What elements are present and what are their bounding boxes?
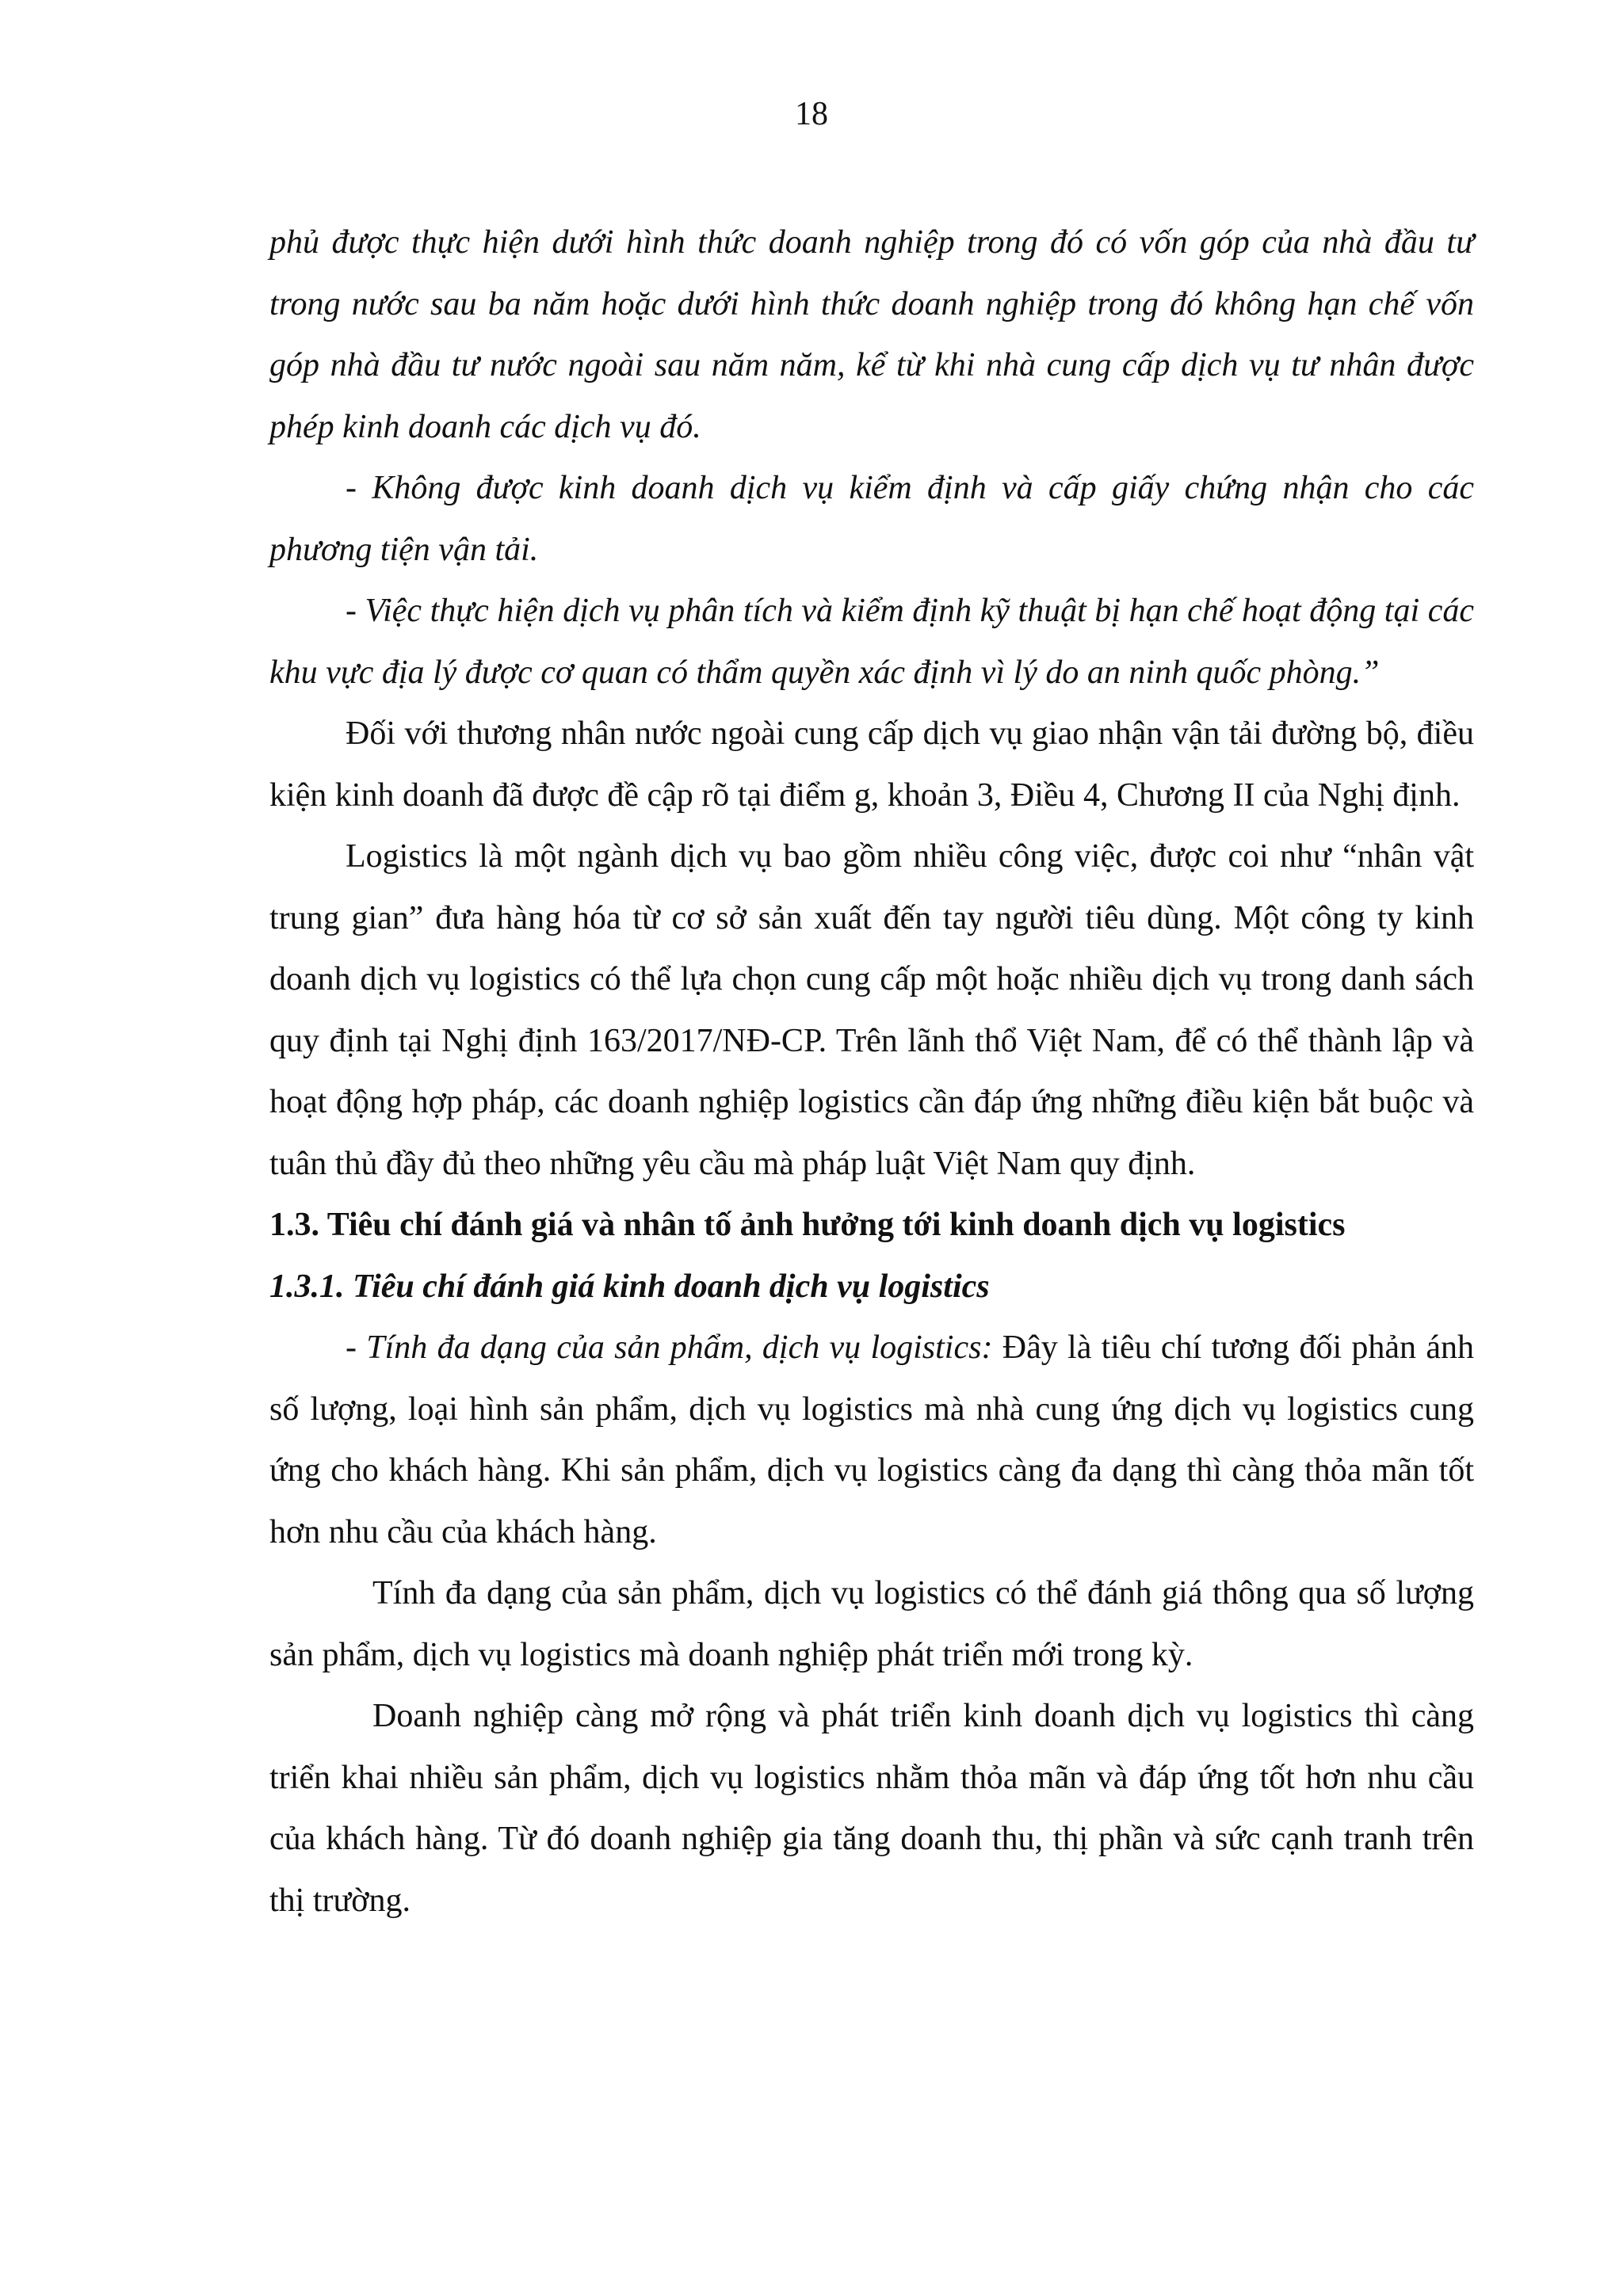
paragraph-quote-bullet-inspection: - Không được kinh doanh dịch vụ kiểm định và cấp giấy chứng nhận cho các phương tiện vận tải. — [269, 470, 1474, 568]
section-heading-1-3-1: 1.3.1. Tiêu chí đánh giá kinh doanh dịch vụ logistics — [269, 1268, 990, 1305]
paragraph-logistics-definition: Logistics là một ngành dịch vụ bao gồm nhiều công việc, được coi như “nhân vật trung gian” đưa hàng hóa từ cơ sở sản xuất đến tay người tiêu dùng. Một công ty kinh doanh dịch vụ logistics có thể lựa chọn cung cấp một hoặc nhiều dịch vụ trong danh sách quy định tại Nghị định 163/2017/NĐ-CP. Trên lãnh thổ Việt Nam, để có thể thành lập và hoạt động hợp pháp, các doanh nghiệp logistics cần đáp ứng những điều kiện bắt buộc và tuân thủ đầy đủ theo những yêu cầu mà pháp luật Việt Nam quy định. — [269, 838, 1474, 1182]
paragraph-foreign-traders: Đối với thương nhân nước ngoài cung cấp dịch vụ giao nhận vận tải đường bộ, điều kiện kinh doanh đã được đề cập rõ tại điểm g, khoản 3, Điều 4, Chương II của Nghị định. — [269, 715, 1474, 814]
paragraph-expansion: Doanh nghiệp càng mở rộng và phát triển kinh doanh dịch vụ logistics thì càng triển khai nhiều sản phẩm, dịch vụ logistics nhằm thỏa mãn và đáp ứng tốt hơn nhu cầu của khách hàng. Từ đó doanh nghiệp gia tăng doanh thu, thị phần và sức cạnh tranh trên thị trường. — [269, 1698, 1474, 1919]
paragraph-quote-bullet-analysis: - Việc thực hiện dịch vụ phân tích và kiểm định kỹ thuật bị hạn chế hoạt động tại các khu vực địa lý được cơ quan có thẩm quyền xác định vì lý do an ninh quốc phòng.” — [269, 593, 1474, 691]
section-heading-1-3: 1.3. Tiêu chí đánh giá và nhân tố ảnh hưởng tới kinh doanh dịch vụ logistics — [269, 1207, 1346, 1243]
page-body — [269, 212, 1474, 1932]
criterion-body-text: Đây là tiêu chí tương đối phản ánh số lượng, loại hình sản phẩm, dịch vụ logistics mà nhà cung ứng dịch vụ logistics cung ứng cho khách hàng. Khi sản phẩm, dịch vụ logistics càng đa dạng thì càng thỏa mãn tốt hơn nhu cầu của khách hàng. — [269, 1329, 1474, 1550]
criterion-lead-text: - Tính đa dạng của sản phẩm, dịch vụ logistics: — [346, 1329, 993, 1366]
paragraph-diversity-criterion — [269, 1318, 1474, 1563]
paragraph-diversity-assessment: Tính đa dạng của sản phẩm, dịch vụ logistics có thể đánh giá thông qua số lượng sản phẩm, dịch vụ logistics mà doanh nghiệp phát triển mới trong kỳ. — [269, 1575, 1474, 1673]
paragraph-quote-continuation: phủ được thực hiện dưới hình thức doanh nghiệp trong đó có vốn góp của nhà đầu tư trong nước sau ba năm hoặc dưới hình thức doanh nghiệp trong đó không hạn chế vốn góp nhà đầu tư nước ngoài sau năm năm, kể từ khi nhà cung cấp dịch vụ tư nhân được phép kinh doanh các dịch vụ đó. — [269, 224, 1474, 445]
page-number: 18 — [795, 96, 828, 132]
